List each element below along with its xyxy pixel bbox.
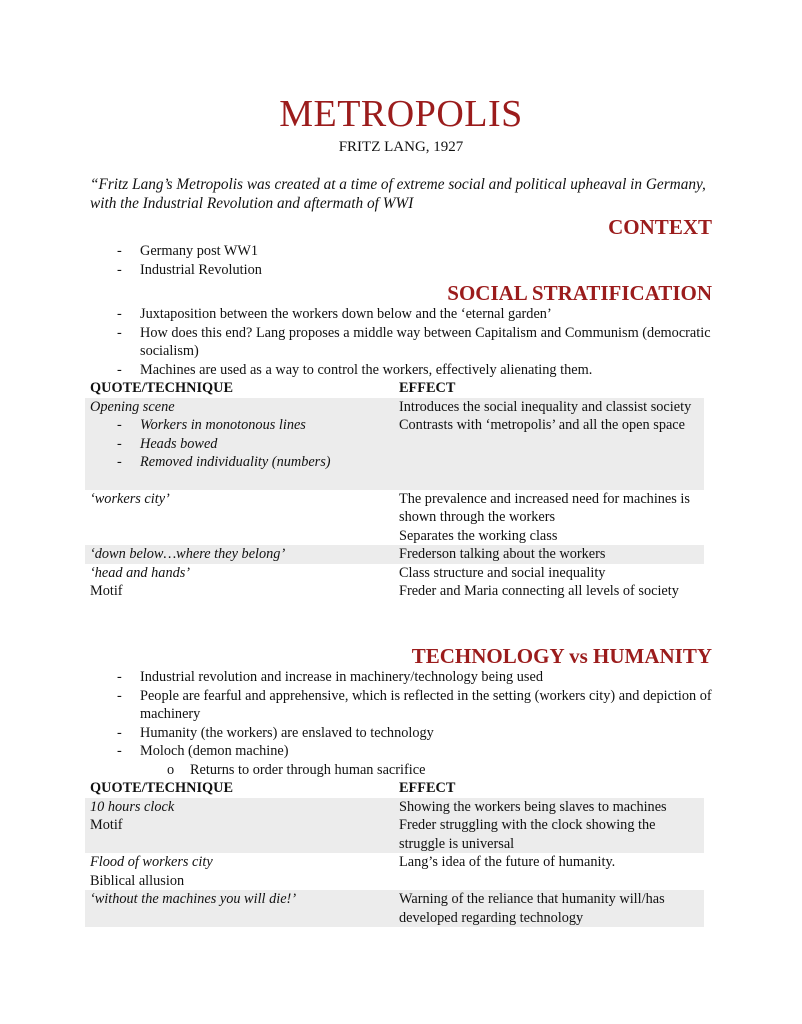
- effect-cell: [394, 564, 704, 601]
- context-list: [90, 242, 720, 279]
- effect-text: Contrasts with ‘metropolis’ and all the open space: [399, 417, 686, 433]
- quote-text: Opening scene: [90, 398, 175, 415]
- intro-quote: “Fritz Lang’s Metropolis was created at a time of extreme social and political upheaval in Germany, with the Industrial Revolution and aftermath of WWI: [90, 176, 706, 212]
- list-item: - Machines are used as a way to control the workers, effectively alienating them.: [90, 361, 720, 380]
- col-header-quote: QUOTE/TECHNIQUE: [85, 779, 394, 798]
- technique-text: Motif: [90, 583, 123, 599]
- quote-cell: [85, 853, 394, 890]
- page-title: METROPOLIS: [279, 93, 523, 135]
- list-item: - Juxtaposition between the workers down below and the ‘eternal garden’: [90, 305, 720, 324]
- effect-text: Warning of the reliance that humanity will/has developed regarding technology: [399, 891, 665, 926]
- table-row: [85, 398, 704, 490]
- tech-list: [90, 668, 720, 779]
- quote-subpoint: - Heads bowed: [90, 435, 394, 454]
- quote-text: Flood of workers city: [90, 854, 213, 870]
- quote-subpoint: - Workers in monotonous lines: [90, 416, 394, 435]
- col-header-quote: QUOTE/TECHNIQUE: [85, 379, 394, 398]
- effect-cell: [394, 890, 704, 927]
- effect-text: Showing the workers being slaves to machines: [399, 798, 667, 815]
- effect-text: Freder and Maria connecting all levels of society: [399, 583, 679, 599]
- effect-cell: [394, 398, 704, 490]
- heading-context: CONTEXT: [608, 215, 712, 239]
- quote-text: ‘head and hands’: [90, 564, 191, 581]
- quote-text: ‘down below…where they belong’: [90, 546, 286, 562]
- quote-text: 10 hours clock: [90, 798, 175, 815]
- quote-subpoint: - Removed individuality (numbers): [90, 453, 394, 472]
- table-row: [85, 853, 704, 890]
- quote-text: ‘without the machines you will die!’: [90, 891, 297, 907]
- technique-text: Biblical allusion: [90, 872, 185, 889]
- list-item: - Industrial revolution and increase in machinery/technology being used: [90, 668, 720, 687]
- table-header-row: [85, 779, 704, 798]
- table-row: [85, 798, 704, 854]
- heading-social-stratification: SOCIAL STRATIFICATION: [447, 281, 712, 305]
- effect-cell: [394, 853, 704, 890]
- effect-text: Class structure and social inequality: [399, 564, 606, 581]
- technique-text: Motif: [90, 817, 123, 833]
- effect-text: Freder struggling with the clock showing the struggle is universal: [399, 817, 656, 852]
- quote-cell: [85, 798, 394, 854]
- heading-technology-vs-humanity: TECHNOLOGY vs HUMANITY: [411, 644, 712, 668]
- effect-cell: [394, 545, 704, 564]
- list-item: - Industrial Revolution: [90, 261, 720, 280]
- quote-cell: [85, 398, 394, 490]
- tech-quote-table: [85, 779, 704, 927]
- table-row: [85, 490, 704, 546]
- quote-text: ‘workers city’: [90, 490, 170, 507]
- effect-text: Frederson talking about the workers: [399, 546, 606, 562]
- table-header-row: [85, 379, 704, 398]
- list-item: - Moloch (demon machine): [90, 742, 720, 761]
- list-item: - Humanity (the workers) are enslaved to technology: [90, 724, 720, 743]
- social-quote-table: [85, 379, 704, 601]
- quote-cell: [85, 890, 394, 927]
- social-list: [90, 305, 720, 379]
- table-row: [85, 545, 704, 564]
- quote-cell: [85, 564, 394, 601]
- list-item: - How does this end? Lang proposes a middle way between Capitalism and Communism (democratic socialism): [90, 324, 720, 361]
- col-header-effect: EFFECT: [394, 379, 704, 398]
- effect-text: Introduces the social inequality and classist society: [399, 398, 692, 415]
- effect-text: Lang’s idea of the future of humanity.: [399, 854, 616, 870]
- quote-cell: [85, 490, 394, 546]
- effect-text: The prevalence and increased need for machines is shown through the workers: [399, 490, 690, 525]
- list-item: - Germany post WW1: [90, 242, 720, 261]
- effect-text: Separates the working class: [399, 527, 558, 544]
- effect-cell: [394, 490, 704, 546]
- table-row: [85, 564, 704, 601]
- col-header-effect: EFFECT: [394, 779, 704, 798]
- list-item: - People are fearful and apprehensive, which is reflected in the setting (workers city) and depiction of machinery: [90, 687, 720, 724]
- effect-cell: [394, 798, 704, 854]
- page-subtitle: FRITZ LANG, 1927: [338, 139, 464, 155]
- table-row: [85, 890, 704, 927]
- list-subitem: o Returns to order through human sacrifice: [90, 761, 720, 780]
- quote-cell: [85, 545, 394, 564]
